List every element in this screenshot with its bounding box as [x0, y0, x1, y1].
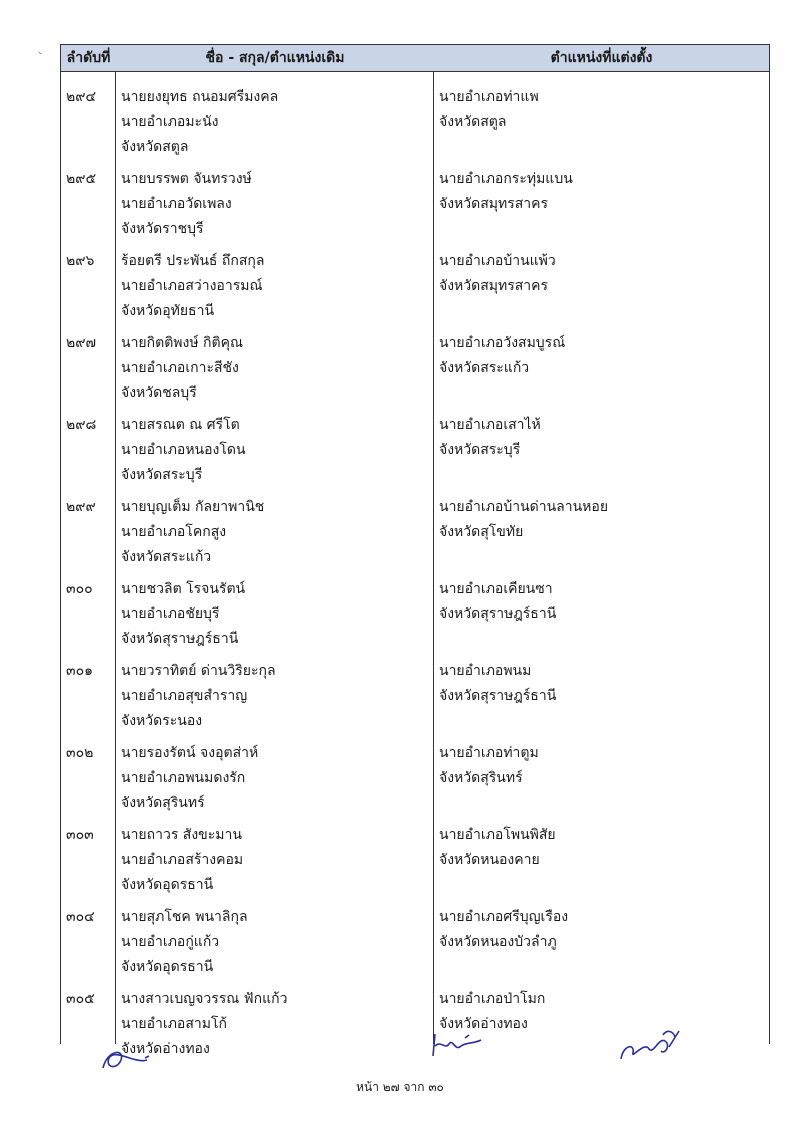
row-number: ๒๙๙ — [66, 499, 96, 515]
former-position: นายอำเภอสว่างอารมณ์ — [121, 278, 263, 294]
former-province: จังหวัดอุดรธานี — [121, 877, 214, 893]
former-position: นายอำเภอชัยบุรี — [121, 606, 220, 622]
former-province: จังหวัดสุราษฎร์ธานี — [121, 631, 239, 647]
header-position: ตำแหน่งที่แต่งตั้ง — [550, 50, 653, 66]
new-province: จังหวัดสมุทรสาคร — [439, 196, 549, 212]
new-province: จังหวัดหนองคาย — [439, 852, 540, 868]
former-position: นายอำเภอกู่แก้ว — [121, 934, 220, 950]
table-row — [60, 488, 770, 570]
person-name: นายบรรพต จันทรวงษ์ — [121, 171, 252, 187]
former-province: จังหวัดราชบุรี — [121, 221, 204, 237]
former-position: นายอำเภอสร้างคอม — [121, 852, 244, 868]
former-position: นายอำเภอสุขสำราญ — [121, 688, 248, 704]
table-row — [60, 160, 770, 242]
former-position: นายอำเภอวัดเพลง — [121, 196, 232, 212]
new-position: นายอำเภอท่าแพ — [439, 89, 539, 105]
table-row — [60, 406, 770, 488]
person-name: นายสรณต ณ ศรีโต — [121, 417, 240, 433]
signature-middle — [425, 1028, 505, 1063]
person-name: นายสุภโชค พนาลิกุล — [121, 909, 248, 925]
new-province: จังหวัดสุราษฎร์ธานี — [439, 606, 557, 622]
row-number: ๒๙๔ — [66, 89, 97, 105]
new-province: จังหวัดสุโขทัย — [439, 524, 524, 540]
new-position: นายอำเภอศรีบุญเรือง — [439, 909, 569, 925]
new-position: นายอำเภอกระทุ่มแบน — [439, 171, 573, 187]
table-row — [60, 652, 770, 734]
table-row — [60, 242, 770, 324]
former-position: นายอำเภอมะนัง — [121, 114, 219, 130]
person-name: นายกิตติพงษ์ กิติคุณ — [121, 335, 243, 351]
signature-left — [95, 1040, 165, 1075]
new-province: จังหวัดหนองบัวลำภู — [439, 934, 557, 950]
new-province: จังหวัดสตูล — [439, 114, 507, 130]
table-row — [60, 570, 770, 652]
former-position: นายอำเภอพนมดงรัก — [121, 770, 246, 786]
person-name: นายวราทิตย์ ด่านวิริยะกุล — [121, 663, 276, 679]
table-header — [60, 44, 770, 72]
person-name: นายบุญเต็ม กัลยาพานิช — [121, 499, 265, 515]
new-position: นายอำเภอเคียนซา — [439, 581, 553, 597]
table-row — [60, 324, 770, 406]
person-name: นายชวลิต โรจนรัตน์ — [121, 581, 246, 597]
table-row — [60, 898, 770, 980]
new-position: นายอำเภอป่าโมก — [439, 991, 546, 1007]
person-name: นายถาวร สังขะมาน — [121, 827, 242, 843]
new-position: นายอำเภอท่าตูม — [439, 745, 539, 761]
table-row — [60, 78, 770, 160]
former-province: จังหวัดชลบุรี — [121, 385, 197, 401]
former-province: จังหวัดสระแก้ว — [121, 549, 212, 565]
person-name: นางสาวเบญจวรรณ ฟักแก้ว — [121, 991, 288, 1007]
row-number: ๓๐๑ — [66, 663, 94, 679]
row-number: ๒๙๕ — [66, 171, 97, 187]
scan-mark: ` — [38, 52, 43, 63]
new-province: จังหวัดสระแก้ว — [439, 360, 530, 376]
new-position: นายอำเภอบ้านแพ้ว — [439, 253, 556, 269]
table-row — [60, 816, 770, 898]
new-position: นายอำเภอโพนพิสัย — [439, 827, 556, 843]
new-position: นายอำเภอบ้านด่านลานหอย — [439, 499, 609, 515]
row-number: ๓๐๐ — [66, 581, 93, 597]
former-province: จังหวัดอ่างทอง — [121, 1041, 210, 1057]
new-province: จังหวัดอ่างทอง — [439, 1016, 528, 1032]
row-number: ๓๐๔ — [66, 909, 95, 925]
former-province: จังหวัดอุดรธานี — [121, 959, 214, 975]
former-province: จังหวัดสตูล — [121, 139, 189, 155]
page-number: หน้า ๒๗ จาก ๓๐ — [356, 1080, 444, 1094]
new-province: จังหวัดสมุทรสาคร — [439, 278, 549, 294]
new-province: จังหวัดสระบุรี — [439, 442, 521, 458]
former-position: นายอำเภอสามโก้ — [121, 1016, 227, 1032]
row-number: ๓๐๒ — [66, 745, 94, 761]
row-number: ๓๐๕ — [66, 991, 95, 1007]
new-position: นายอำเภอพนม — [439, 663, 532, 679]
new-position: นายอำเภอวังสมบูรณ์ — [439, 335, 566, 351]
appointment-table — [60, 44, 770, 1057]
new-position: นายอำเภอเสาไห้ — [439, 417, 541, 433]
former-province: จังหวัดสระบุรี — [121, 467, 203, 483]
former-province: จังหวัดระนอง — [121, 713, 203, 729]
person-name: นายรองรัตน์ จงอุตส่าห์ — [121, 745, 259, 761]
former-position: นายอำเภอเกาะสีชัง — [121, 360, 239, 376]
header-name: ชื่อ - สกุล/ตำแหน่งเดิม — [205, 50, 345, 66]
person-name: นายยงยุทธ ถนอมศรีมงคล — [121, 89, 279, 105]
signature-right — [615, 1025, 690, 1065]
table-row — [60, 734, 770, 816]
row-number: ๒๙๘ — [66, 417, 97, 433]
row-number: ๓๐๓ — [66, 827, 94, 843]
former-province: จังหวัดอุทัยธานี — [121, 303, 215, 319]
former-position: นายอำเภอหนองโดน — [121, 442, 246, 458]
former-position: นายอำเภอโคกสูง — [121, 524, 227, 540]
new-province: จังหวัดสุรินทร์ — [439, 770, 523, 786]
header-no: ลำดับที่ — [66, 50, 111, 66]
former-province: จังหวัดสุรินทร์ — [121, 795, 205, 811]
person-name: ร้อยตรี ประพันธ์ ถึกสกุล — [121, 253, 265, 269]
new-province: จังหวัดสุราษฎร์ธานี — [439, 688, 557, 704]
row-number: ๒๙๗ — [66, 335, 97, 351]
row-number: ๒๙๖ — [66, 253, 95, 269]
